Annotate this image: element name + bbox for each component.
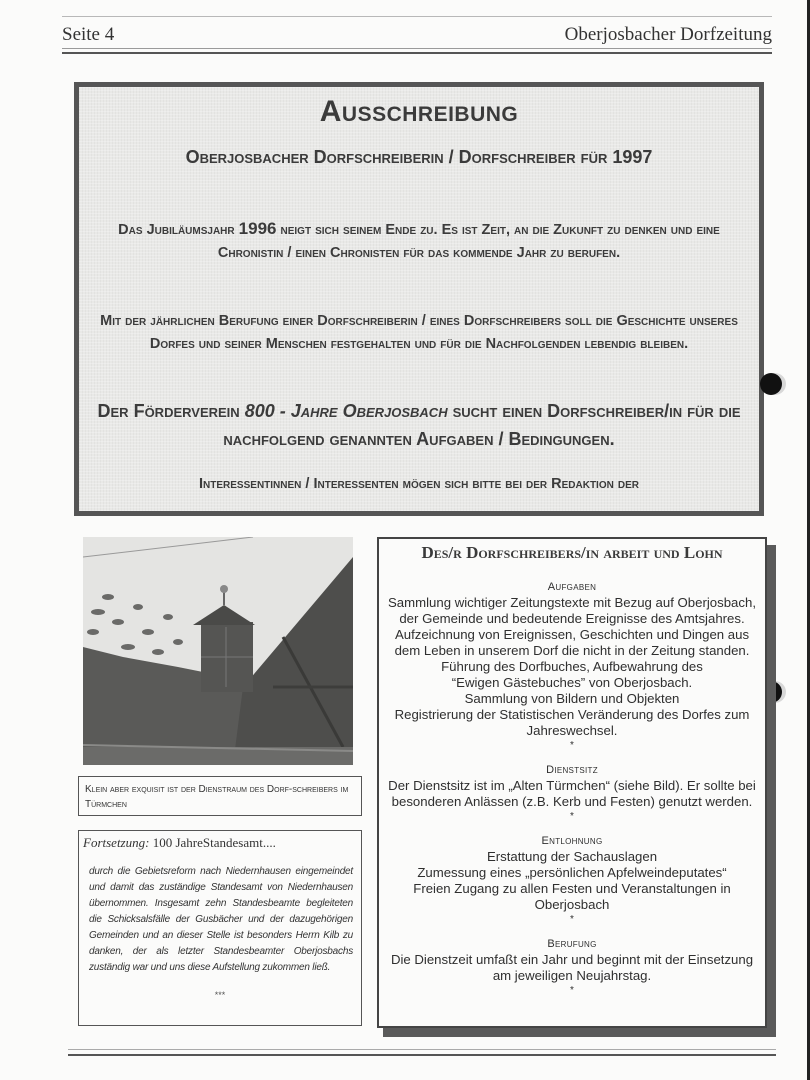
job-description-box [377, 537, 767, 1028]
section-heading: Dienstsitz [546, 764, 598, 776]
publication-title: Oberjosbacher Dorfzeitung [564, 24, 772, 45]
section-separator: * [570, 811, 574, 822]
job-section-dienstsitz [381, 762, 763, 830]
paragraph-text: Der Förderverein [97, 401, 245, 421]
section-line: Aufzeichnung von Ereignissen, Geschichten und Dingen aus [394, 627, 750, 642]
footer-rule-thick [68, 1054, 776, 1056]
punch-hole-icon [760, 373, 782, 395]
association-name: 800 - Jahre Oberjosbach [244, 401, 448, 421]
announcement-paragraph-4: Interessentinnen / Interessenten mögen sich bitte bei der Redaktion der [199, 476, 639, 492]
continuation-title: 100 JahreStandesamt.... [149, 835, 276, 850]
section-line: Erstattung der Sachauslagen [486, 849, 658, 864]
page-number: Seite 4 [62, 24, 115, 45]
job-sections [381, 576, 763, 1004]
announcement-paragraph-3 [89, 397, 749, 453]
header-rule-thick [62, 52, 772, 54]
section-line: am jeweiligen Neujahrstag. [492, 968, 652, 983]
end-mark: *** [214, 990, 226, 1000]
section-line: Sammlung von Bildern und Objekten [464, 691, 680, 706]
photo-caption: Klein aber exquisit ist der Dienstraum des Dorf-schreibers im Türmchen [78, 776, 362, 816]
section-line: besonderen Anlässen (z.B. Kerb und Festen) genutzt werden. [391, 794, 753, 809]
paragraph-text: neigt sich seinem Ende zu. Es ist Zeit, an die Zukunft zu denken und eine Chronistin / einen Chronisten für das kommende Jahr zu berufen. [217, 222, 720, 261]
continuation-body: durch die Gebietsreform nach Niedernhausen eingemeindet und damit das zuständige Standesamt von Niedernhausen übernommen. Insgesamt zehn Standesbeamte begleiteten die Schicksalsfälle der Gusbächer und der dazugehörigen Gemeinden und an dieser Stelle ist besonders Herrn Kilb zu danken, der als letzter Standesbeamter Oberjosbachs zuständig war und uns diese Aufstellung zukommen ließ. [89, 866, 353, 973]
section-line: Freien Zugang zu allen Festen und Veranstaltungen in [413, 881, 731, 896]
section-separator: * [570, 985, 574, 996]
announcement-subtitle: Oberjosbacher Dorfschreiberin / Dorfschreiber für 1997 [185, 147, 653, 167]
continuation-heading [83, 835, 276, 851]
section-heading: Aufgaben [547, 581, 597, 593]
job-title: Des/r Dorfschreibers/in arbeit und Lohn [421, 543, 723, 562]
job-section-entlohnung [381, 833, 763, 933]
section-line: Die Dienstzeit umfaßt ein Jahr und beginnt mit der Einsetzung [390, 952, 754, 967]
section-line: der Gemeinde und bedeutende Ereignisse des Amtsjahres. [399, 611, 745, 626]
section-line: “Ewigen Gästebuches” von Oberjosbach. [451, 675, 693, 690]
section-line: Zumessung eines „persönlichen Apfelweindeputates“ [417, 865, 727, 880]
tower-photo [83, 537, 353, 765]
announcement-box [74, 82, 764, 516]
paragraph-text: Das Jubiläumsjahr [118, 222, 239, 238]
section-line: dem Leben in unserem Dorf die nicht in der Zeitung standen. [394, 643, 750, 658]
continuation-box [78, 830, 362, 1026]
paragraph-text: sucht einen Dorfschreiber/in für die nachfolgend genannten Aufgaben / Bedingungen. [223, 401, 741, 449]
year-1996: 1996 [238, 219, 277, 238]
section-separator: * [570, 740, 574, 751]
section-line: Der Dienstsitz ist im „Alten Türmchen“ (siehe Bild). Er sollte bei [388, 778, 756, 793]
announcement-paragraph-2: Mit der jährlichen Berufung einer Dorfschreiberin / eines Dorfschreibers soll die Geschichte unseres Dorfes und seiner Menschen festgehalten und für die Nachfolgenden lebendig bleiben. [100, 313, 738, 352]
section-line: Führung des Dorfbuches, Aufbewahrung des [441, 659, 703, 674]
section-line: Registrierung der Statistischen Veränderung des Dorfes zum [394, 707, 750, 722]
section-line: Oberjosbach [534, 897, 610, 912]
section-heading: Entlohnung [541, 835, 603, 847]
continuation-label: Fortsetzung: [83, 835, 150, 850]
tower-photo-image [83, 537, 353, 765]
job-section-aufgaben [381, 579, 763, 759]
footer-rule-thin [68, 1049, 776, 1050]
section-line: Sammlung wichtiger Zeitungstexte mit Bezug auf Oberjosbach, [388, 595, 756, 610]
section-separator: * [570, 914, 574, 925]
header-top-rule [62, 16, 772, 17]
job-section-berufung [381, 936, 763, 1004]
section-heading: Berufung [547, 938, 597, 950]
section-line: Jahreswechsel. [526, 723, 618, 738]
announcement-title: Ausschreibung [319, 95, 519, 128]
header-rule-thin [62, 48, 772, 49]
announcement-paragraph-1 [89, 217, 749, 265]
